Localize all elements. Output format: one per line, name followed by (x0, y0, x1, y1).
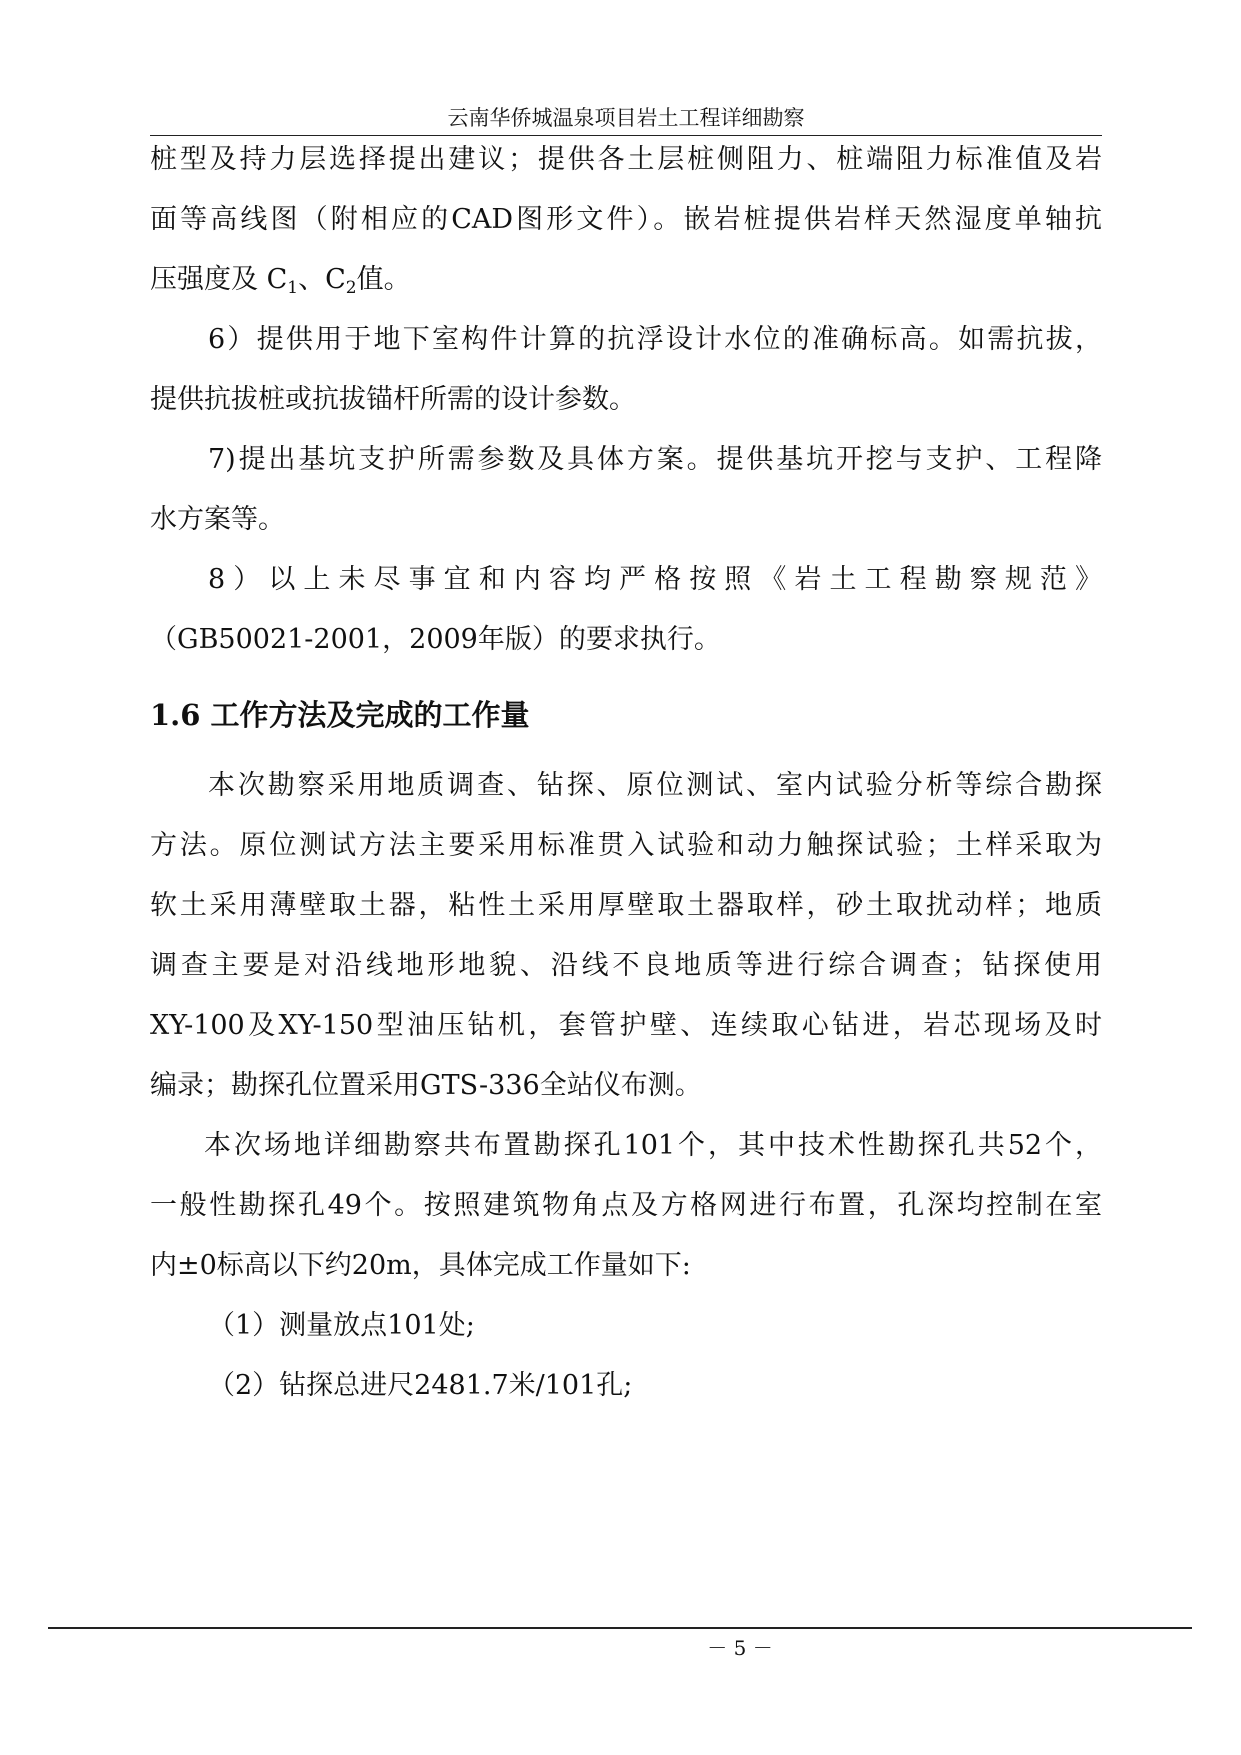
c1-subscript: 1 (287, 278, 299, 298)
line-text: 压强度及 (150, 264, 258, 295)
list-item: （2）钻探总进尺2481.7米/101孔; (208, 1370, 633, 1401)
paragraph-line: 6）提供用于地下室构件计算的抗浮设计水位的准确标高。如需抗拔， (208, 324, 1102, 355)
paragraph-line: 软土采用薄壁取土器，粘性土采用厚壁取土器取样，砂土取扰动样；地质 (150, 890, 1102, 921)
paragraph-line: 面等高线图（附相应的CAD图形文件）。嵌岩桩提供岩样天然湿度单轴抗 (150, 204, 1102, 235)
paragraph-line: 7)提出基坑支护所需参数及具体方案。提供基坑开挖与支护、工程降 (208, 444, 1102, 475)
section-heading: 1.6 工作方法及完成的工作量 (150, 698, 530, 732)
paragraph-line: 提供抗拔桩或抗拔锚杆所需的设计参数。 (150, 384, 636, 415)
c2-subscript: 2 (345, 278, 357, 298)
c1-symbol: C (266, 264, 288, 295)
paragraph-line: 一般性勘探孔49个。按照建筑物角点及方格网进行布置，孔深均控制在室 (150, 1190, 1102, 1221)
header-rule (150, 135, 1102, 136)
footer-rule (48, 1627, 1192, 1629)
paragraph-line: 方法。原位测试方法主要采用标准贯入试验和动力触探试验；土样采取为 (150, 830, 1102, 861)
paragraph-line: 调查主要是对沿线地形地貌、沿线不良地质等进行综合调查；钻探使用 (150, 950, 1102, 981)
separator: 、 (298, 264, 326, 295)
paragraph-line: 内±0标高以下约20m，具体完成工作量如下: (150, 1250, 691, 1281)
list-item: （1）测量放点101处; (208, 1310, 475, 1341)
paragraph-line: 本次勘察采用地质调查、钻探、原位测试、室内试验分析等综合勘探 (208, 770, 1102, 801)
paragraph-line: 编录；勘探孔位置采用GTS-336全站仪布测。 (150, 1070, 702, 1101)
paragraph-line: （GB50021-2001，2009年版）的要求执行。 (150, 624, 721, 655)
c2-symbol: C (325, 264, 346, 295)
paragraph-line: 本次场地详细勘察共布置勘探孔101个，其中技术性勘探孔共52个， (204, 1130, 1102, 1161)
page-number: － 5 － (707, 1636, 773, 1660)
paragraph-line: 水方案等。 (150, 504, 285, 535)
paragraph-line: 桩型及持力层选择提出建议；提供各土层桩侧阻力、桩端阻力标准值及岩 (150, 144, 1102, 175)
line-text-tail: 值。 (356, 264, 411, 295)
page-header: 云南华侨城温泉项目岩土工程详细勘察 (447, 106, 805, 130)
paragraph-line: 8）以上未尽事宜和内容均严格按照《岩土工程勘察规范》 (208, 564, 1102, 595)
paragraph-line: XY-100及XY-150型油压钻机，套管护壁、连续取心钻进，岩芯现场及时 (150, 1010, 1102, 1041)
paragraph-line (150, 260, 1102, 300)
